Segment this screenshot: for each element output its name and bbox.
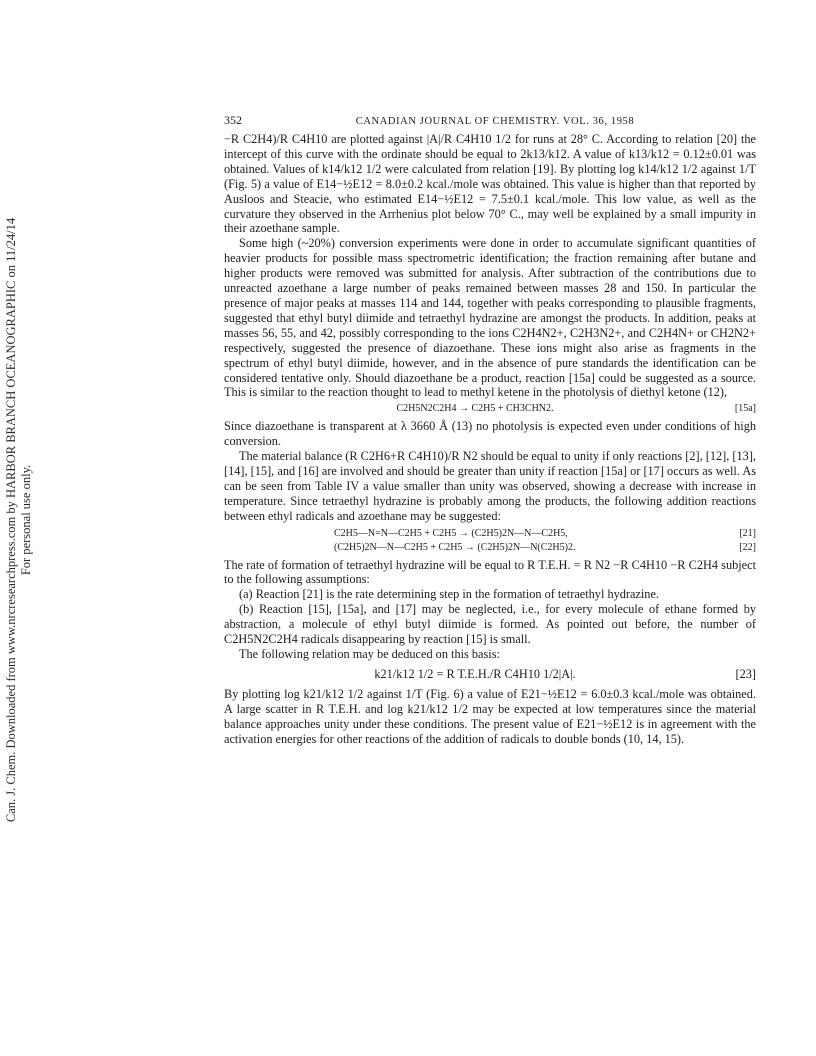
equation-23 (224, 667, 756, 682)
equation-15a-expr: C2H5N2C2H4 → C2H5 + CH3CHN2. (396, 403, 554, 415)
equation-21-expr: C2H5—N=N—C2H5 + C2H5 → (C2H5)2N—N—C2H5, (334, 527, 568, 539)
paragraph-7: The following relation may be deduced on this basis: (239, 647, 500, 661)
equation-22 (224, 541, 756, 555)
equation-15a (224, 402, 756, 417)
equation-15a-label: [15a] (734, 403, 756, 415)
assumption-b: (b) Reaction [15], [15a], and [17] may be neglected, i.e., for every molecule of ethane formed by abstraction, a molecule of ethyl butyl diimide is formed. As pointed out before, the number of C2H5N2C2H4 radicals disappearing by reaction [15] is small. (224, 602, 756, 647)
running-title: CANADIAN JOURNAL OF CHEMISTRY. VOL. 36, 1958 (355, 116, 635, 127)
equation-22-label: [22] (739, 541, 756, 553)
equation-23-expr: k21/k12 1/2 = R T.E.H./R C4H10 1/2|A|. (374, 666, 576, 681)
personal-use-notice: For personal use only. (19, 464, 33, 576)
equation-21 (224, 527, 756, 541)
paragraph-2: Some high (~20%) conversion experiments were done in order to accumulate significant quantities of heavier products for possible mass spectrometric identification; the fraction remaining after butane and higher products were removed was submitted for analysis. After subtraction of the contributions due to unreacted azoethane a large number of peaks remained between masses 28 and 150. In particular the presence of major peaks at masses 114 and 144, together with peaks corresponding to plausible fragments, suggested that ethyl butyl diimide and tetraethyl hydrazine are amongst the products. In addition, peaks at masses 56, 55, and 42, possibly corresponding to the ions C2H4N2+, C2H3N2+, and C2H4N+ or CH2N2+ respectively, suggested the presence of diazoethane. These ions might also arise as fragments in the spectrum of ethyl butyl diimide, however, and in the absence of pure standards the identification can be considered tentative only. Should diazoethane be a product, reaction [15a] could be suggested as a source. This is similar to the reaction thought to lead to methyl ketene in the photolysis of diethyl ketone (12), (224, 236, 756, 400)
paragraph-3: Since diazoethane is transparent at λ 3660 Å (13) no photolysis is expected even under conditions of high conversion. (224, 419, 756, 449)
equation-22-expr: (C2H5)2N—N—C2H5 + C2H5 → (C2H5)2N—N(C2H5)2. (334, 541, 576, 553)
paragraph-5: The rate of formation of tetraethyl hydrazine will be equal to R T.E.H. = R N2 −R C4H10 −R C2H4 subject to the following assumptions: (224, 557, 756, 587)
page-number: 352 (224, 113, 242, 127)
paragraph-8: By plotting log k21/k12 1/2 against 1/T (Fig. 6) a value of E21−½E12 = 6.0±0.3 kcal./mole was obtained. A large scatter in R T.E.H. and log k21/k12 1/2 may be expected at low temperatures since the material balance approaches unity under these conditions. The present value of E21−½E12 is in agreement with the activation energies for other reactions of the addition of radicals to double bonds (10, 14, 15). (224, 686, 756, 746)
download-notice: Can. J. Chem. Downloaded from www.nrcresearchpress.com by HARBOR BRANCH OCEANOGRAPHIC on 11/24/14 (4, 217, 18, 823)
equation-23-label: [23] (735, 666, 756, 681)
equation-block-21-22 (224, 527, 756, 555)
assumption-a: (a) Reaction [21] is the rate determining step in the formation of tetraethyl hydrazine. (239, 587, 659, 602)
paragraph-4: The material balance (R C2H6+R C4H10)/R N2 should be equal to unity if only reactions [2], [12], [13], [14], [15], and [16] are involved and should be greater than unity if reaction [15a] or [17] occurs as well. As can be seen from Table IV a value smaller than unity was observed, showing a decrease with increase in temperature. Since tetraethyl hydrazine is probably among the products, the following addition reactions between ethyl radicals and azoethane may be suggested: (224, 449, 756, 523)
page-header (224, 113, 756, 132)
download-watermark (4, 200, 42, 840)
page-body (224, 113, 756, 746)
paragraph-1: −R C2H4)/R C4H10 are plotted against |A|/R C4H10 1/2 for runs at 28° C. According to relation [20] the intercept of this curve with the ordinate should be equal to 2k13/k12. A value of k13/k12 = 0.12±0.01 was obtained. Values of k14/k12 1/2 were calculated from relation [19]. By plotting log k14/k12 1/2 against 1/T (Fig. 5) a value of E14−½E12 = 8.0±0.2 kcal./mole was obtained. This value is higher than that reported by Ausloos and Steacie, who estimated E14−½E12 = 7.5±0.1 kcal./mole. This low value, as well as the curvature they observed in the Arrhenius plot below 70° C., may well be explained by a small impurity in their azoethane sample. (224, 132, 756, 236)
equation-21-label: [21] (739, 527, 756, 539)
